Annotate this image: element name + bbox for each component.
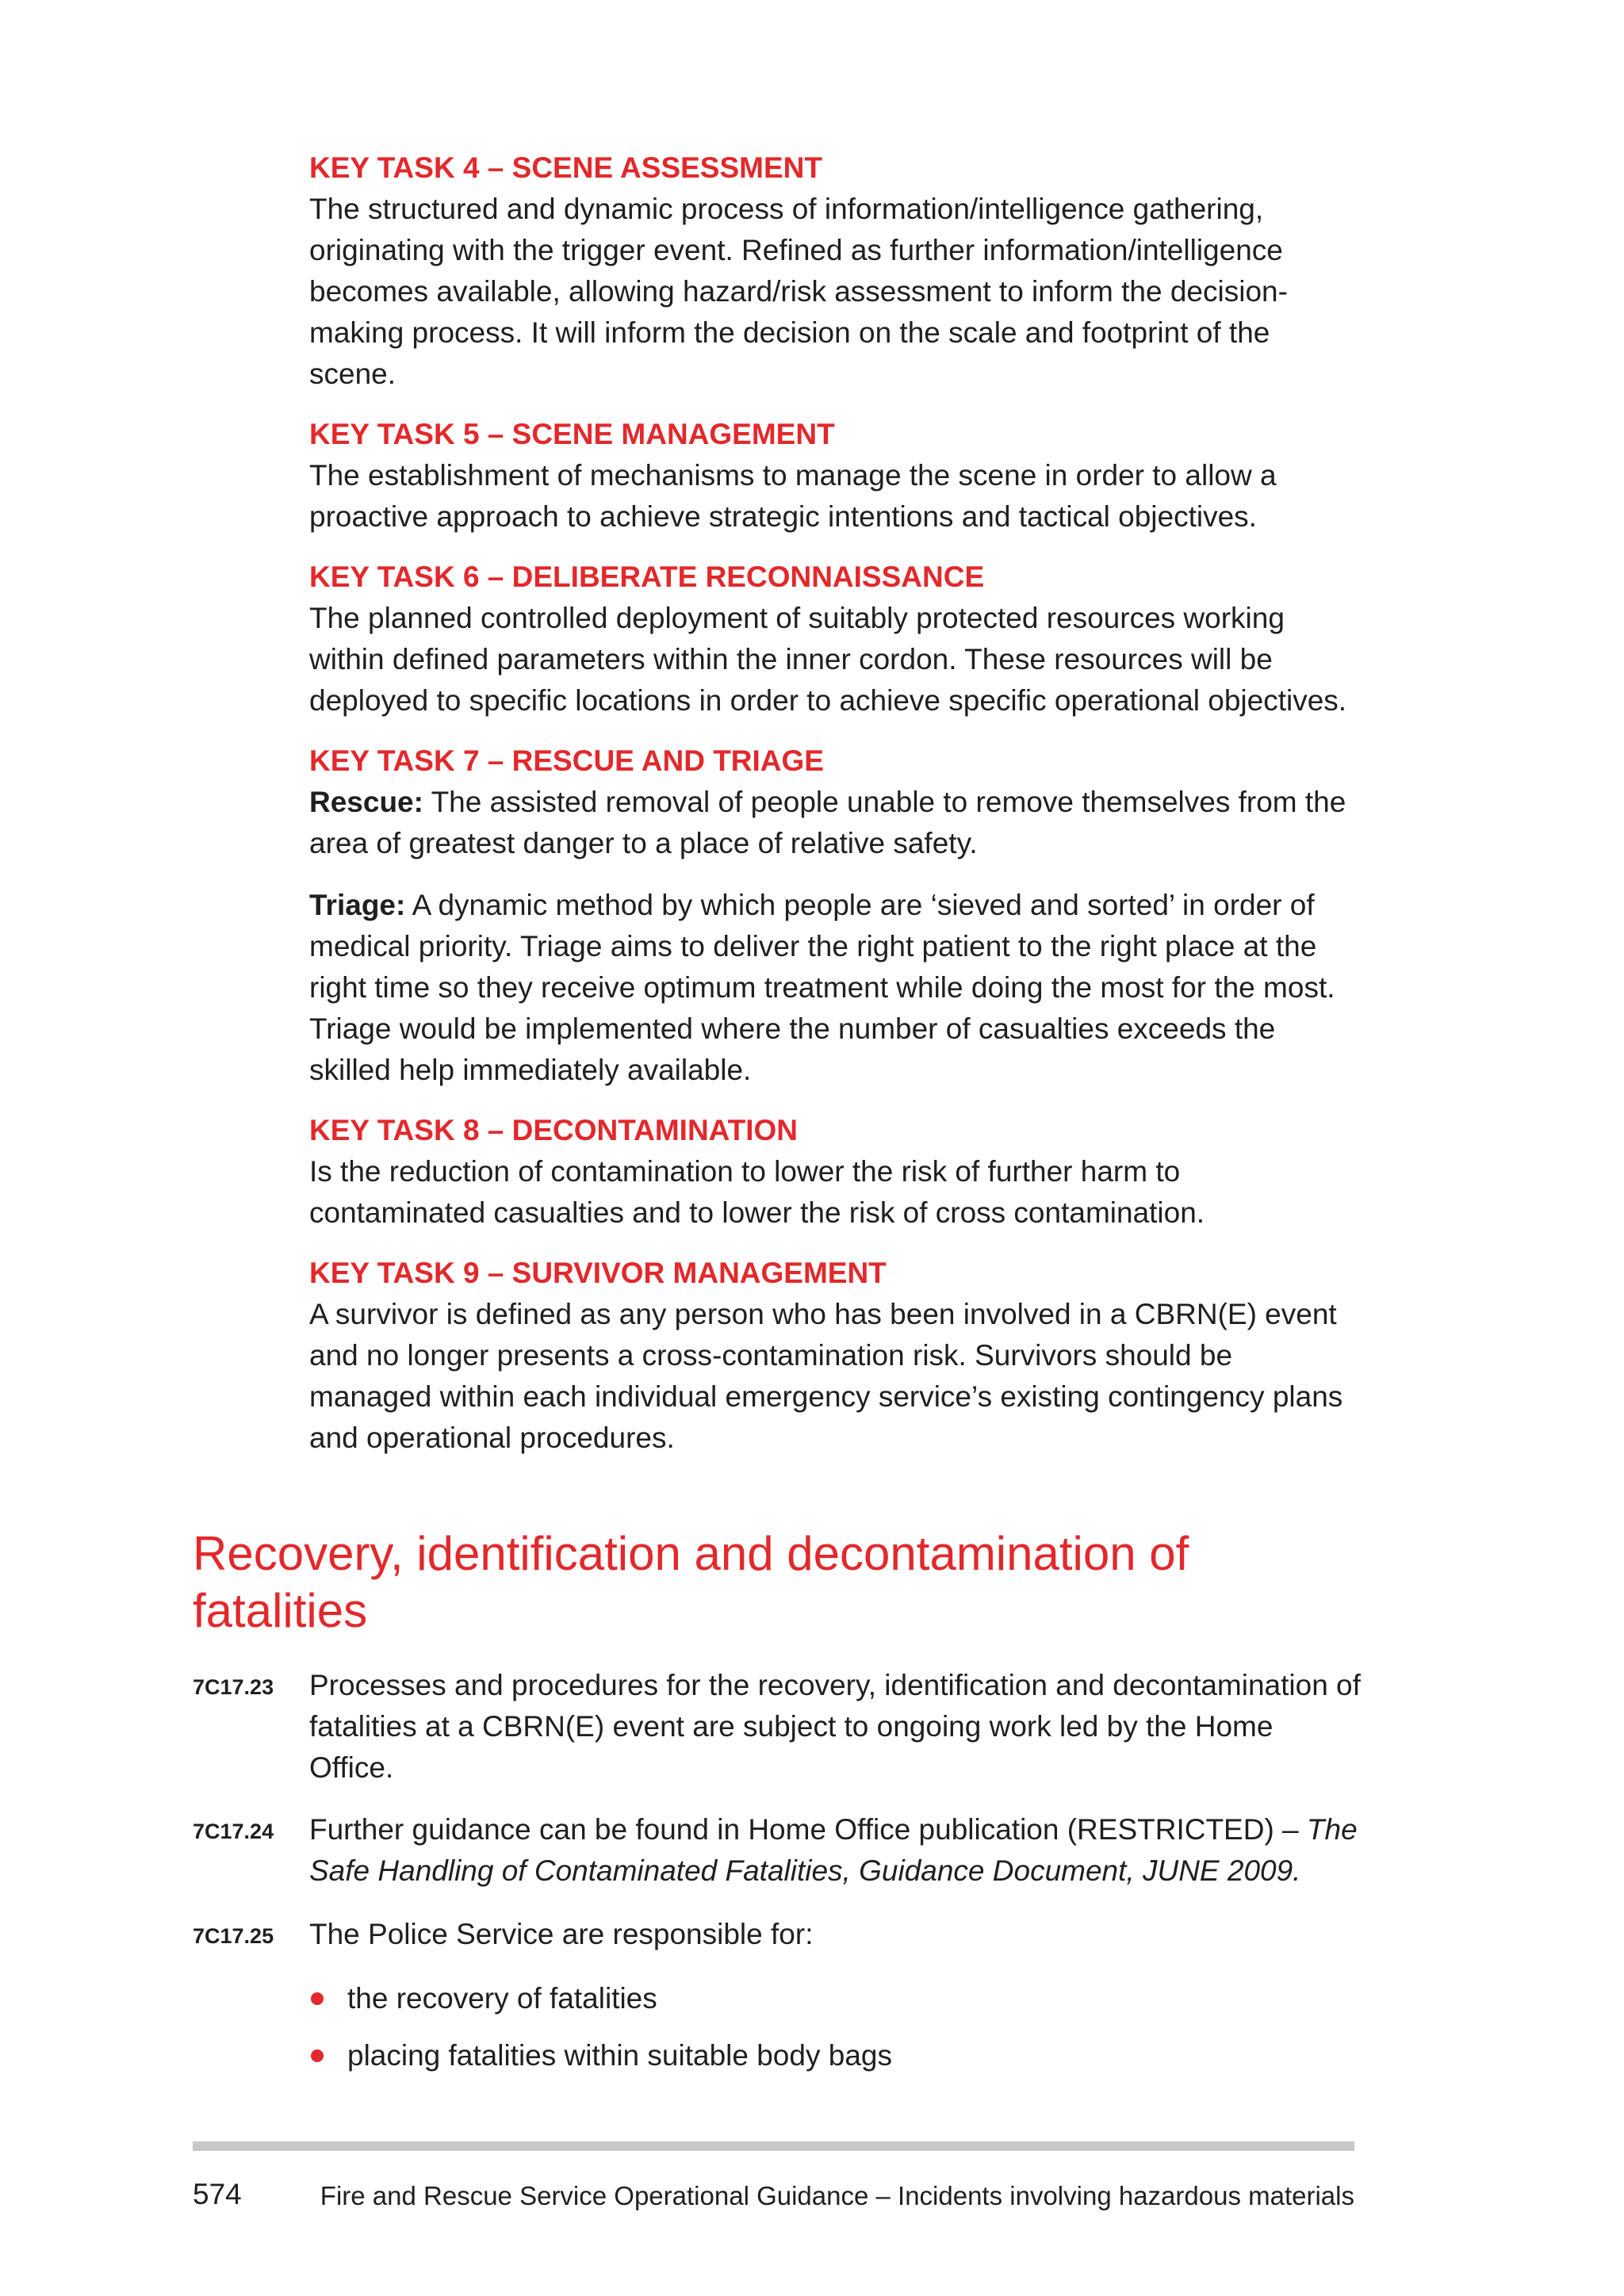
bullet-icon bbox=[311, 2049, 324, 2062]
list-item bbox=[309, 1978, 1340, 2019]
rescue-term: Rescue: bbox=[309, 786, 423, 818]
paragraph-number: 7C17.25 bbox=[193, 1924, 274, 1948]
key-task-heading: KEY TASK 7 – RESCUE AND TRIAGE bbox=[309, 744, 824, 777]
footer-title: Fire and Rescue Service Operational Guidance – Incidents involving hazardous materials bbox=[320, 2181, 1354, 2210]
key-task-heading: KEY TASK 4 – SCENE ASSESSMENT bbox=[309, 151, 822, 184]
page-footer bbox=[193, 2175, 1354, 2214]
list-item-text: placing fatalities within suitable body bags bbox=[347, 2039, 892, 2072]
key-task-4 bbox=[309, 147, 1356, 395]
key-task-body: A survivor is defined as any person who has been involved in a CBRN(E) event and no longer presents a cross-contamination risk. Survivors should be managed within each individual emergency service’s existing contingency plans and operational procedures. bbox=[309, 1298, 1343, 1454]
responsibilities-list bbox=[309, 1978, 1340, 2092]
rescue-body: The assisted removal of people unable to remove themselves from the area of greatest danger to a place of relative safety. bbox=[309, 786, 1346, 859]
key-task-8 bbox=[309, 1110, 1356, 1234]
triage-body: A dynamic method by which people are ‘sieved and sorted’ in order of medical priority. Triage aims to deliver the right patient to the right place at the right time so they receive optimum treatment while doing the most for the most. Triage would be implemented where the number of casualties exceeds the skilled help immediately available. bbox=[309, 889, 1335, 1086]
paragraph-text: Processes and procedures for the recovery, identification and decontamination of fatalities at a CBRN(E) event are subject to ongoing work led by the Home Office. bbox=[309, 1669, 1361, 1784]
publication-title: The Safe Handling of Contaminated Fatalities, Guidance Document, JUNE 2009. bbox=[309, 1813, 1358, 1887]
key-tasks-list bbox=[309, 147, 1356, 1478]
section-title: Recovery, identification and decontamination of fatalities bbox=[193, 1527, 1189, 1637]
rescue-paragraph bbox=[309, 782, 1356, 864]
bullet-icon bbox=[311, 1992, 324, 2005]
list-item bbox=[309, 2035, 1340, 2076]
triage-term: Triage: bbox=[309, 889, 406, 921]
triage-paragraph bbox=[309, 885, 1356, 1091]
page-number: 574 bbox=[193, 2178, 242, 2210]
paragraph-number: 7C17.23 bbox=[193, 1675, 274, 1699]
list-item-text: the recovery of fatalities bbox=[347, 1982, 657, 2015]
footer-divider bbox=[193, 2141, 1354, 2151]
key-task-9 bbox=[309, 1253, 1356, 1459]
paragraph-text-plain: Further guidance can be found in Home Office publication (RESTRICTED) – bbox=[309, 1813, 1307, 1846]
key-task-6 bbox=[309, 557, 1356, 721]
key-task-5 bbox=[309, 414, 1356, 538]
key-task-body: The structured and dynamic process of information/intelligence gathering, originating with the trigger event. Refined as further information/intelligence becomes available, allowing hazard/risk assessment to inform the decision-making process. It will inform the decision on the scale and footprint of the scene. bbox=[309, 193, 1288, 390]
key-task-7 bbox=[309, 740, 1356, 1091]
paragraph-number: 7C17.24 bbox=[193, 1820, 274, 1843]
key-task-heading: KEY TASK 5 – SCENE MANAGEMENT bbox=[309, 418, 835, 450]
paragraph-text bbox=[309, 1809, 1364, 1892]
paragraph-text: The Police Service are responsible for: bbox=[309, 1918, 814, 1950]
key-task-heading: KEY TASK 9 – SURVIVOR MANAGEMENT bbox=[309, 1257, 887, 1289]
key-task-heading: KEY TASK 6 – DELIBERATE RECONNAISSANCE bbox=[309, 561, 985, 593]
key-task-body: Is the reduction of contamination to lower the risk of further harm to contaminated casualties and to lower the risk of cross contamination. bbox=[309, 1155, 1205, 1229]
key-task-body: The establishment of mechanisms to manage the scene in order to allow a proactive approach to achieve strategic intentions and tactical objectives. bbox=[309, 459, 1277, 533]
key-task-heading: KEY TASK 8 – DECONTAMINATION bbox=[309, 1114, 799, 1146]
key-task-body: The planned controlled deployment of suitably protected resources working within defined parameters within the inner cordon. These resources will be deployed to specific locations in order to achieve specific operational objectives. bbox=[309, 602, 1347, 717]
